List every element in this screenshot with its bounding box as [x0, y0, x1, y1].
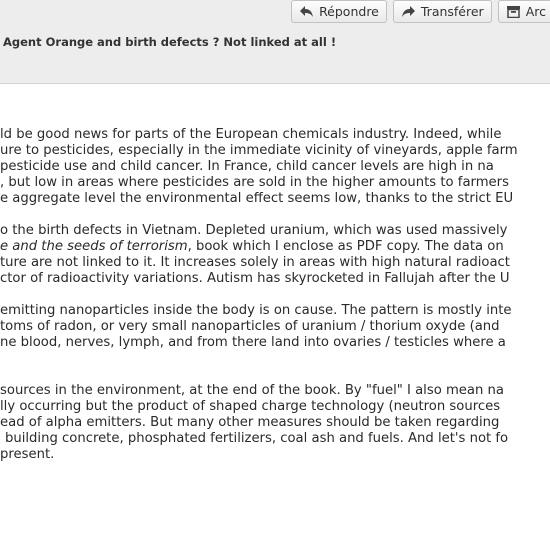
- body-line: , but low in areas where pesticides are sold in the higher amounts to farmers: [0, 175, 509, 190]
- archive-icon: [506, 5, 521, 18]
- body-line: ctor of radioactivity variations. Autism has skyrocketed in Fallujah after the U: [0, 271, 510, 286]
- forward-icon: [401, 5, 416, 18]
- body-line: emitting nanoparticles inside the body is on cause. The pattern is mostly inte: [0, 303, 512, 318]
- message-header: [0, 0, 550, 84]
- message-toolbar: [291, 0, 550, 23]
- body-line: ead of alpha emitters. But many other measures should be taken regarding: [0, 415, 500, 430]
- body-line: ld be good news for parts of the European chemicals industry. Indeed, while: [0, 127, 502, 142]
- body-paragraph: [0, 223, 550, 287]
- body-line: sources in the environment, at the end of the book. By "fuel" I also mean na: [0, 383, 504, 398]
- body-line: pesticide use and child cancer. In France, child cancer levels are high in na: [0, 159, 494, 174]
- archive-button[interactable]: [498, 0, 550, 23]
- body-line: o the birth defects in Vietnam. Depleted uranium, which was used massively: [0, 223, 508, 238]
- body-line: ne blood, nerves, lymph, and from there land into ovaries / testicles where a: [0, 335, 506, 350]
- reply-button[interactable]: [291, 0, 387, 23]
- book-title: e and the seeds of terrorism: [0, 239, 188, 254]
- body-line: building concrete, phosphated fertilizers, coal ash and fuels. And let's not fo: [5, 431, 509, 446]
- body-paragraph: [0, 303, 550, 351]
- body-line: ure to pesticides, especially in the immediate vicinity of vineyards, apple farm: [0, 143, 518, 158]
- body-line: lly occurring but the product of shaped charge technology (neutron sources: [0, 399, 501, 414]
- body-line: e aggregate level the environmental effect seems low, thanks to the strict EU: [0, 191, 514, 206]
- message-body: [0, 127, 550, 479]
- forward-label: Transférer: [420, 4, 484, 19]
- body-line: present.: [0, 447, 55, 462]
- forward-button[interactable]: [393, 0, 492, 23]
- message-subject: Agent Orange and birth defects ? Not linked at all !: [3, 35, 337, 49]
- body-paragraph: [0, 383, 550, 463]
- reply-icon: [299, 5, 314, 18]
- body-paragraph: [0, 127, 550, 207]
- body-line: toms of radon, or very small nanoparticles of uranium / thorium oxyde (and: [0, 319, 500, 334]
- archive-label: Arc: [525, 4, 546, 19]
- body-line: [0, 239, 550, 255]
- body-line: ture are not linked to it. It increases solely in areas with high natural radioact: [0, 255, 510, 270]
- body-line-rest: , book which I enclose as PDF copy. The data on: [187, 239, 504, 254]
- reply-label: Répondre: [319, 4, 379, 19]
